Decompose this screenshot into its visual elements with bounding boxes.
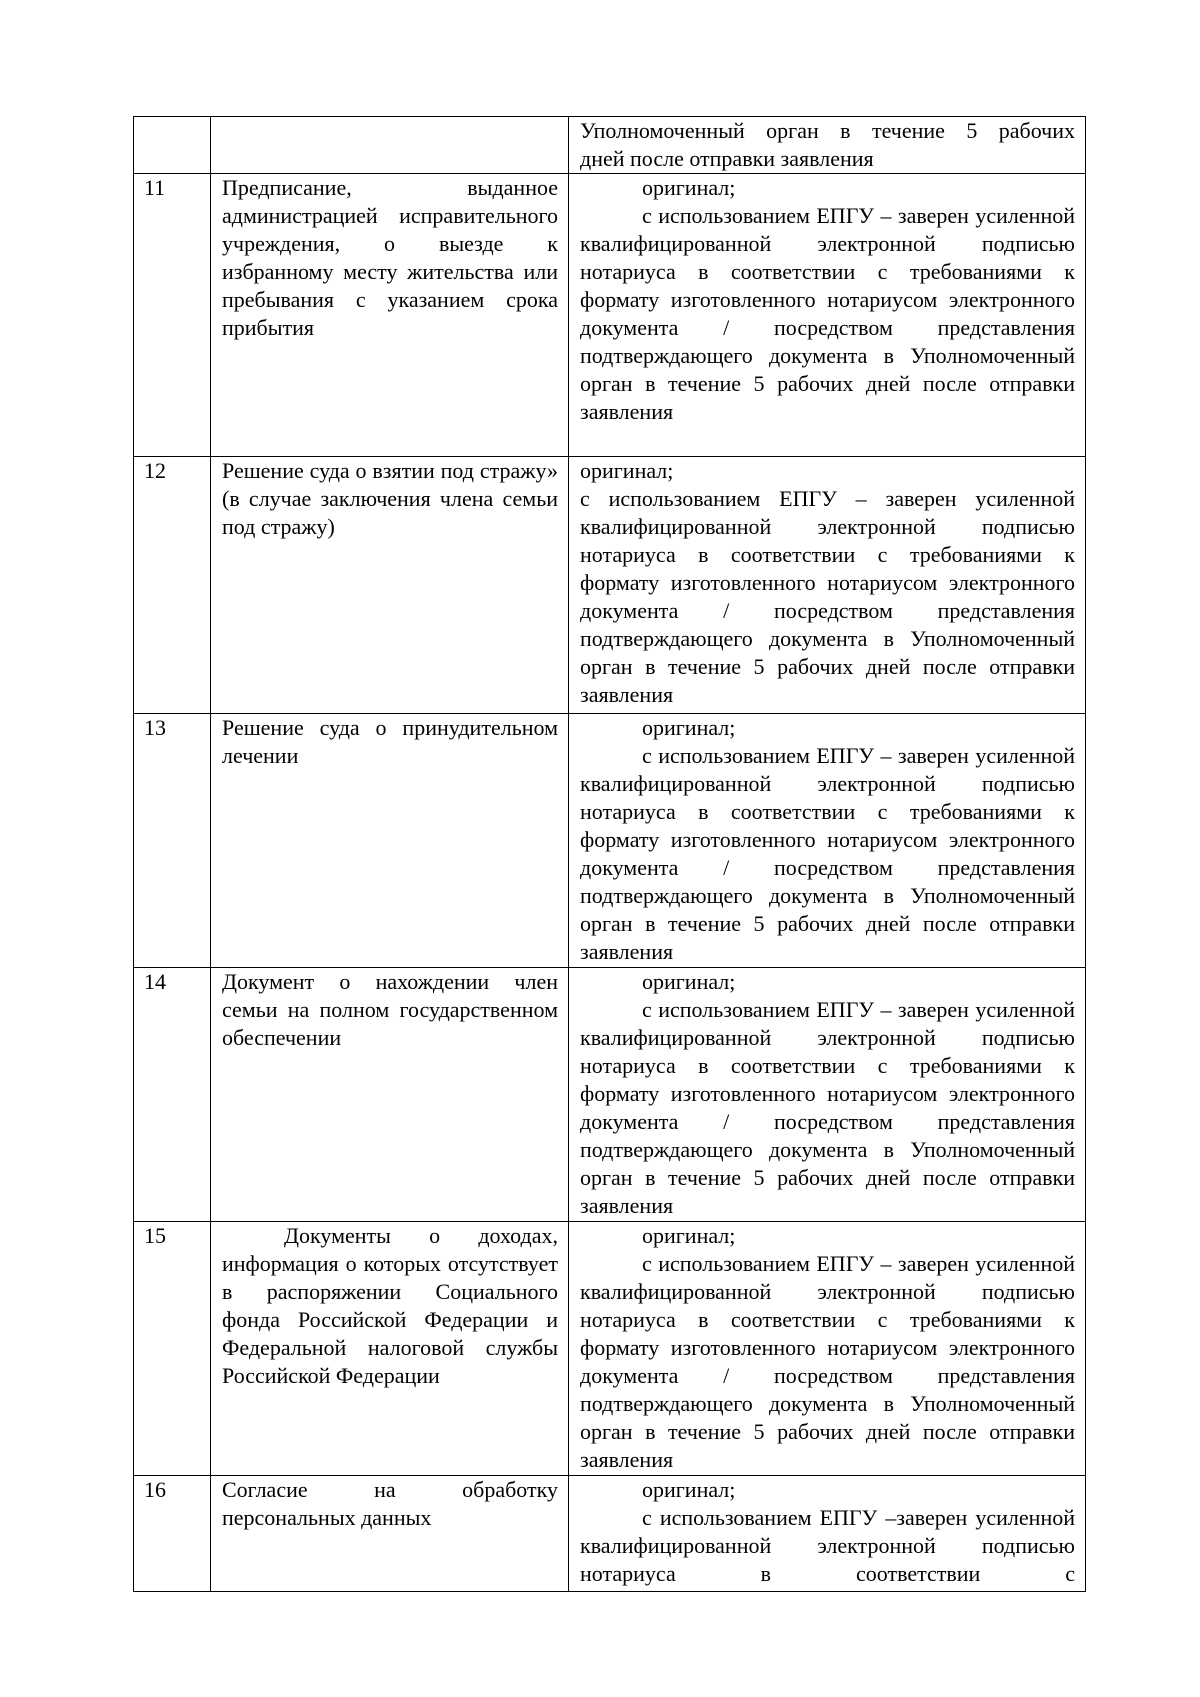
requirement-line: Уполномоченный орган в течение 5 рабочих [580,118,1075,143]
table-row [134,968,1086,1222]
row-number: 13 [134,714,211,968]
original-label: оригинал; [580,458,674,483]
requirement-text: с использованием ЕПГУ – заверен усиленной квалифицированной электронной подписью нотариуса в соответствии с требованиями к формату изготовленного нотариусом электронного документа / посредством представления подтверждающего документа в Уполномоченный орган в течение 5 рабочих дней после отправки заявления [580,486,1075,707]
document-name: Документы о доходах, информация о которых отсутствует в распоряжении Социального фонда Российской Федерации и Федеральной налоговой службы Российской Федерации [211,1222,569,1476]
table-row [134,1222,1086,1476]
table-row [134,714,1086,968]
row-number: 16 [134,1476,211,1592]
row-number: 11 [134,174,211,457]
original-label: оригинал; [642,1477,736,1502]
row-number: 12 [134,457,211,714]
row-number: 14 [134,968,211,1222]
document-name [211,117,569,174]
original-label: оригинал; [642,1223,736,1248]
document-name: Документ о нахождении член семьи на полном государственном обеспечении [211,968,569,1222]
documents-table [133,116,1086,1592]
requirement-cell [569,1476,1086,1592]
requirement-text: с использованием ЕПГУ – заверен усиленной квалифицированной электронной подписью нотариуса в соответствии с требованиями к формату изготовленного нотариусом электронного документа / посредством представления подтверждающего документа в Уполномоченный орган в течение 5 рабочих дней после отправки заявления [580,203,1075,424]
document-name: Решение суда о взятии под стражу» (в случае заключения члена семьи под стражу) [211,457,569,714]
table-row [134,457,1086,714]
requirement-cell [569,174,1086,457]
requirement-cell [569,714,1086,968]
document-name: Согласие на обработку персональных данных [211,1476,569,1592]
requirement-text: с использованием ЕПГУ –заверен усиленной квалифицированной электронной подписью нотариуса в соответствии с [580,1505,1075,1586]
document-name: Предписание, выданное администрацией исправительного учреждения, о выезде к избранному месту жительства или пребывания с указанием срока прибытия [211,174,569,457]
requirement-cell [569,968,1086,1222]
original-label: оригинал; [642,969,736,994]
original-label: оригинал; [642,175,736,200]
row-number [134,117,211,174]
row-number: 15 [134,1222,211,1476]
table-row [134,174,1086,457]
table-row [134,1476,1086,1592]
requirement-cell [569,457,1086,714]
requirement-cell [569,1222,1086,1476]
requirement-text: с использованием ЕПГУ – заверен усиленной квалифицированной электронной подписью нотариуса в соответствии с требованиями к формату изготовленного нотариусом электронного документа / посредством представления подтверждающего документа в Уполномоченный орган в течение 5 рабочих дней после отправки заявления [580,997,1075,1218]
document-name: Решение суда о принудительном лечении [211,714,569,968]
original-label: оригинал; [642,715,736,740]
table-row [134,117,1086,174]
requirement-cell [569,117,1086,174]
requirement-line: дней после отправки заявления [580,146,874,171]
requirement-text: с использованием ЕПГУ – заверен усиленной квалифицированной электронной подписью нотариуса в соответствии с требованиями к формату изготовленного нотариусом электронного документа / посредством представления подтверждающего документа в Уполномоченный орган в течение 5 рабочих дней после отправки заявления [580,743,1075,964]
requirement-text: с использованием ЕПГУ – заверен усиленной квалифицированной электронной подписью нотариуса в соответствии с требованиями к формату изготовленного нотариусом электронного документа / посредством представления подтверждающего документа в Уполномоченный орган в течение 5 рабочих дней после отправки заявления [580,1251,1075,1472]
